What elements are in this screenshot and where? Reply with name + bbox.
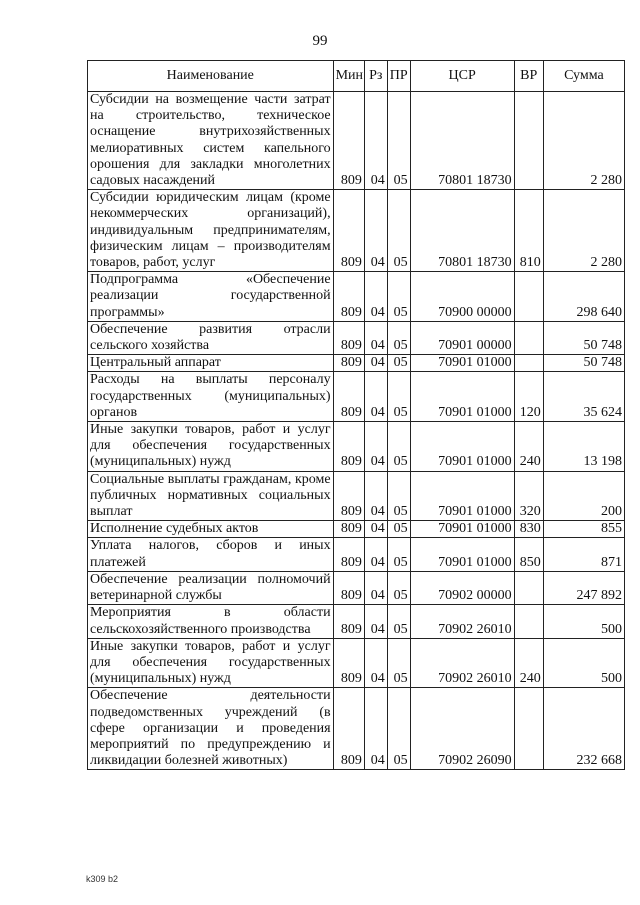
cell-csr: 70901 01000 <box>410 355 514 372</box>
cell-rz: 04 <box>364 688 387 770</box>
table-row <box>88 521 625 538</box>
cell-name: Обеспечение развития отрасли сельского хозяйства <box>88 321 334 354</box>
table-row <box>88 638 625 688</box>
header-name: Наименование <box>88 61 334 92</box>
cell-sum: 232 668 <box>543 688 624 770</box>
cell-rz: 04 <box>364 190 387 272</box>
cell-csr: 70901 01000 <box>410 471 514 521</box>
cell-pr: 05 <box>387 355 410 372</box>
table-row <box>88 688 625 770</box>
cell-rz: 04 <box>364 471 387 521</box>
cell-min: 809 <box>333 92 364 190</box>
header-vr: ВР <box>514 61 543 92</box>
cell-min: 809 <box>333 190 364 272</box>
cell-pr: 05 <box>387 605 410 638</box>
cell-rz: 04 <box>364 538 387 571</box>
cell-pr: 05 <box>387 272 410 322</box>
cell-pr: 05 <box>387 422 410 472</box>
cell-vr <box>514 272 543 322</box>
cell-name: Центральный аппарат <box>88 355 334 372</box>
cell-name: Социальные выплаты гражданам, кроме публичных нормативных социальных выплат <box>88 471 334 521</box>
cell-min: 809 <box>333 471 364 521</box>
header-csr: ЦСР <box>410 61 514 92</box>
cell-pr: 05 <box>387 538 410 571</box>
cell-pr: 05 <box>387 372 410 422</box>
header-pr: ПР <box>387 61 410 92</box>
cell-rz: 04 <box>364 605 387 638</box>
cell-name: Субсидии юридическим лицам (кроме некоммерческих организаций), индивидуальным предпринимателям, физическим лицам – производителям товаров, работ, услуг <box>88 190 334 272</box>
cell-vr: 240 <box>514 422 543 472</box>
cell-pr: 05 <box>387 521 410 538</box>
page-number: 99 <box>312 33 328 49</box>
cell-rz: 04 <box>364 272 387 322</box>
cell-sum: 200 <box>543 471 624 521</box>
table-row <box>88 372 625 422</box>
cell-min: 809 <box>333 538 364 571</box>
cell-vr: 320 <box>514 471 543 521</box>
cell-csr: 70901 00000 <box>410 321 514 354</box>
table-row <box>88 571 625 604</box>
cell-csr: 70902 26010 <box>410 605 514 638</box>
cell-sum: 871 <box>543 538 624 571</box>
table-body <box>88 92 625 770</box>
cell-csr: 70900 00000 <box>410 272 514 322</box>
cell-csr: 70901 01000 <box>410 538 514 571</box>
cell-pr: 05 <box>387 190 410 272</box>
cell-vr: 830 <box>514 521 543 538</box>
cell-csr: 70902 26010 <box>410 638 514 688</box>
footer-code: k309 b2 <box>86 874 119 884</box>
table-row <box>88 471 625 521</box>
cell-sum: 500 <box>543 605 624 638</box>
cell-name: Мероприятия в области сельскохозяйственного производства <box>88 605 334 638</box>
cell-min: 809 <box>333 272 364 322</box>
table-row <box>88 92 625 190</box>
cell-sum: 855 <box>543 521 624 538</box>
cell-rz: 04 <box>364 638 387 688</box>
table-row <box>88 272 625 322</box>
cell-rz: 04 <box>364 571 387 604</box>
cell-rz: 04 <box>364 92 387 190</box>
cell-min: 809 <box>333 605 364 638</box>
table-row <box>88 355 625 372</box>
header-rz: Рз <box>364 61 387 92</box>
cell-min: 809 <box>333 422 364 472</box>
cell-vr <box>514 571 543 604</box>
cell-vr <box>514 92 543 190</box>
cell-vr: 850 <box>514 538 543 571</box>
cell-sum: 247 892 <box>543 571 624 604</box>
cell-sum: 298 640 <box>543 272 624 322</box>
table-row <box>88 321 625 354</box>
table-header-row <box>88 61 625 92</box>
cell-rz: 04 <box>364 355 387 372</box>
cell-rz: 04 <box>364 422 387 472</box>
cell-sum: 13 198 <box>543 422 624 472</box>
cell-pr: 05 <box>387 92 410 190</box>
cell-name: Обеспечение деятельности подведомственных учреждений (в сфере организации и проведения мероприятий по предупреждению и ликвидации болезней животных) <box>88 688 334 770</box>
cell-sum: 500 <box>543 638 624 688</box>
header-min: Мин <box>333 61 364 92</box>
cell-sum: 50 748 <box>543 355 624 372</box>
cell-name: Субсидии на возмещение части затрат на строительство, техническое оснащение внутрихозяйственных мелиоративных систем капельного орошения для закладки многолетних садовых насаждений <box>88 92 334 190</box>
budget-table <box>87 60 625 770</box>
cell-name: Обеспечение реализации полномочий ветеринарной службы <box>88 571 334 604</box>
cell-vr <box>514 688 543 770</box>
cell-min: 809 <box>333 521 364 538</box>
cell-csr: 70902 26090 <box>410 688 514 770</box>
cell-min: 809 <box>333 571 364 604</box>
cell-sum: 2 280 <box>543 190 624 272</box>
cell-vr <box>514 355 543 372</box>
cell-name: Уплата налогов, сборов и иных платежей <box>88 538 334 571</box>
cell-min: 809 <box>333 688 364 770</box>
cell-name: Подпрограмма «Обеспечение реализации государственной программы» <box>88 272 334 322</box>
cell-name: Иные закупки товаров, работ и услуг для обеспечения государственных (муниципальных) нужд <box>88 638 334 688</box>
table-row <box>88 190 625 272</box>
cell-min: 809 <box>333 372 364 422</box>
cell-sum: 50 748 <box>543 321 624 354</box>
table-row <box>88 538 625 571</box>
cell-csr: 70901 01000 <box>410 422 514 472</box>
cell-vr: 810 <box>514 190 543 272</box>
header-sum: Сумма <box>543 61 624 92</box>
cell-vr: 240 <box>514 638 543 688</box>
cell-vr: 120 <box>514 372 543 422</box>
cell-vr <box>514 605 543 638</box>
cell-csr: 70901 01000 <box>410 521 514 538</box>
cell-csr: 70901 01000 <box>410 372 514 422</box>
cell-name: Расходы на выплаты персоналу государственных (муниципальных) органов <box>88 372 334 422</box>
cell-pr: 05 <box>387 571 410 604</box>
cell-sum: 35 624 <box>543 372 624 422</box>
cell-pr: 05 <box>387 638 410 688</box>
cell-pr: 05 <box>387 688 410 770</box>
cell-name: Исполнение судебных актов <box>88 521 334 538</box>
cell-pr: 05 <box>387 321 410 354</box>
cell-sum: 2 280 <box>543 92 624 190</box>
cell-rz: 04 <box>364 321 387 354</box>
table-row <box>88 422 625 472</box>
cell-vr <box>514 321 543 354</box>
cell-csr: 70801 18730 <box>410 92 514 190</box>
cell-min: 809 <box>333 638 364 688</box>
table-row <box>88 605 625 638</box>
cell-min: 809 <box>333 355 364 372</box>
cell-name: Иные закупки товаров, работ и услуг для обеспечения государственных (муниципальных) нужд <box>88 422 334 472</box>
cell-pr: 05 <box>387 471 410 521</box>
cell-csr: 70801 18730 <box>410 190 514 272</box>
cell-rz: 04 <box>364 521 387 538</box>
cell-rz: 04 <box>364 372 387 422</box>
cell-min: 809 <box>333 321 364 354</box>
cell-csr: 70902 00000 <box>410 571 514 604</box>
